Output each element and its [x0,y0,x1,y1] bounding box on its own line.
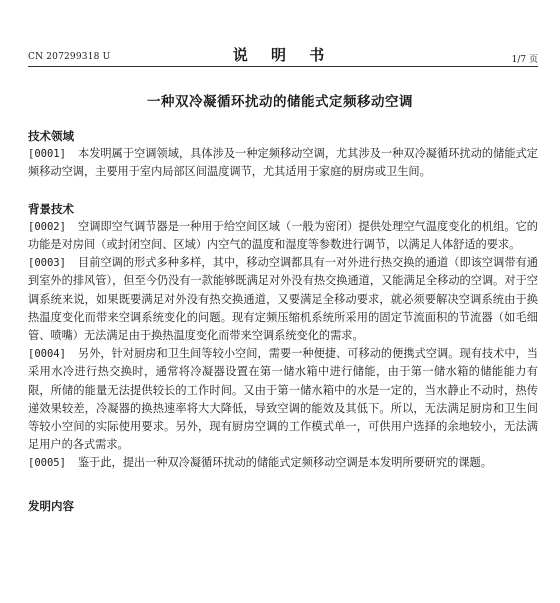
paragraph [28,145,538,181]
paragraph [28,218,538,254]
paragraph [28,345,538,454]
paragraph-text: 另外，针对厨房和卫生间等较小空间，需要一种便捷、可移动的便携式空调。现有技术中，当采用水冷进行热交换时，通常将冷凝器设置在第一储水箱中进行储能，由于第一储水箱的储能能力有限，所储的能量无法提供较长的工作时间。又由于第一储水箱中的水是一定的，当水静止不动时，热传递效果较差，冷凝器的换热速率将大大降低，导致空调的能效及其低下。所以，无法满足厨房和卫生间等较小空间的实际使用要求。另外，现有厨房空调的工作模式单一，可供用户选择的余地较小，无法满足用户的各式需求。 [28,347,538,452]
document-title: 一种双冷凝循环扰动的储能式定频移动空调 [147,94,413,110]
paragraph-text: 本发明属于空调领域，具体涉及一种定频移动空调，尤其涉及一种双冷凝循环扰动的储能式定频移动空调，主要用于室内局部区间温度调节，尤其适用于家庭的厨房或卫生间。 [28,147,538,179]
paragraph [28,454,538,472]
paragraph-text: 鉴于此，提出一种双冷凝循环扰动的储能式定频移动空调是本发明所要研究的课题。 [77,456,492,470]
page-number: 1/7 页 [511,55,538,65]
paragraph-text: 空调即空气调节器是一种用于给空间区域（一般为密闭）提供处理空气温度变化的机组。它的功能是对房间（或封闭空间、区域）内空气的温度和湿度等参数进行调节，以满足人体舒适的要求。 [28,219,538,252]
document-number: CN 207299318 U [28,52,111,62]
section-heading-technical-field: 技术领域 [28,129,74,143]
paragraph-number: [0003] [28,257,66,270]
document-type: 说 明 书 [232,46,334,64]
paragraph-number: [0002] [28,220,66,233]
paragraph [28,254,538,345]
paragraph-number: [0005] [28,457,66,470]
section-heading-background: 背景技术 [28,201,74,216]
header-divider [28,66,538,67]
paragraph-number: [0004] [28,348,66,361]
page-header [28,44,538,66]
document-body [28,127,538,515]
section-heading-summary: 发明内容 [28,498,74,513]
paragraph-number: [0001] [28,148,66,161]
paragraph-text: 目前空调的形式多种多样，其中，移动空调都具有一对外进行热交换的通道（即该空调带有通到室外的排风管），但至今仍没有一款能够既满足对外没有热交换通道，又能满足全移动的空调。对于空调系统来说，如果既要满足对外没有热交换通道，又要满足全移动要求，就必须要解决空调系统由于换热温度变化而带来空调系统变化的问题。现有定频压缩机系统所采用的固定节流面积的节流器（如毛细管、喷嘴）无法满足由于换热温度变化而带来空调系统变化的需求。 [28,256,538,343]
